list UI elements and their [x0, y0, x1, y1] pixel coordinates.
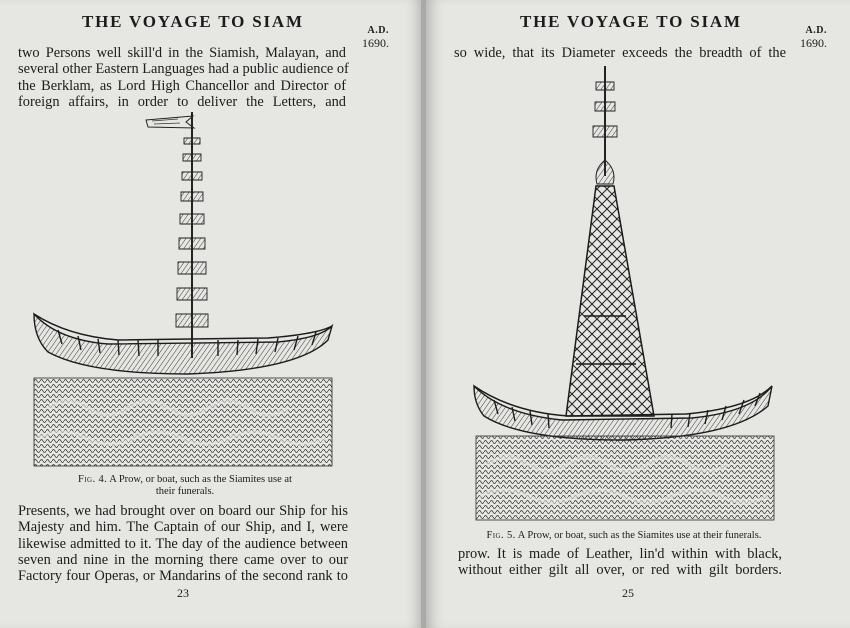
text-line: foreign affairs, in order to deliver the Letters, and	[18, 93, 346, 110]
figure-4-illustration	[28, 108, 338, 470]
top-paragraph	[454, 45, 786, 61]
caption-line: A Prow, or boat, such as the Siamites use at	[109, 474, 292, 485]
figure-4-caption	[40, 474, 330, 498]
bottom-paragraph	[458, 546, 782, 579]
text-line: two Persons well skill'd in the Siamish, Malayan, and	[18, 45, 346, 61]
page-number: 23	[177, 586, 189, 600]
page-number: 25	[622, 586, 634, 600]
right-page	[426, 0, 850, 628]
caption-line: their funerals.	[155, 486, 215, 497]
text-line: so wide, that its Diameter exceeds the breadth of the	[454, 45, 786, 61]
text-line: seven and nine in the morning there came over to our	[18, 551, 348, 568]
text-line: Majesty and him. The Captain of our Ship, and I, were	[18, 519, 348, 536]
top-paragraph	[18, 45, 349, 110]
figure-5-caption	[454, 530, 794, 542]
running-head: THE VOYAGE TO SIAM	[82, 12, 304, 31]
caption-line: A Prow, or boat, such as the Siamites use at their funerals.	[517, 530, 762, 541]
text-line: the Berklam, as Lord High Chancellor and Director of	[18, 77, 346, 94]
bottom-paragraph	[18, 503, 348, 584]
figure-label: Fig. 5.	[486, 530, 516, 541]
side-note-year: 1690.	[800, 36, 827, 50]
text-line: likewise admitted to it. The day of the audience between	[18, 535, 348, 552]
text-line: several other Eastern Languages had a public audience of	[18, 61, 349, 78]
left-page	[0, 0, 423, 628]
side-note-era: A.D.	[367, 25, 389, 36]
figure-label: Fig. 4.	[78, 474, 108, 485]
text-line: Presents, we had brought over on board our Ship for his	[18, 503, 348, 519]
side-note-year: 1690.	[362, 36, 389, 50]
side-note	[800, 24, 827, 50]
figure-5-illustration	[472, 64, 778, 524]
text-line: without either gilt all over, or red with gilt borders.	[458, 562, 782, 579]
side-note-era: A.D.	[805, 25, 827, 36]
text-line: prow. It is made of Leather, lin'd within with black,	[458, 546, 782, 562]
text-line: Factory four Operas, or Mandarins of the second rank to	[18, 568, 348, 585]
side-note	[362, 24, 389, 50]
running-head: THE VOYAGE TO SIAM	[520, 12, 742, 31]
